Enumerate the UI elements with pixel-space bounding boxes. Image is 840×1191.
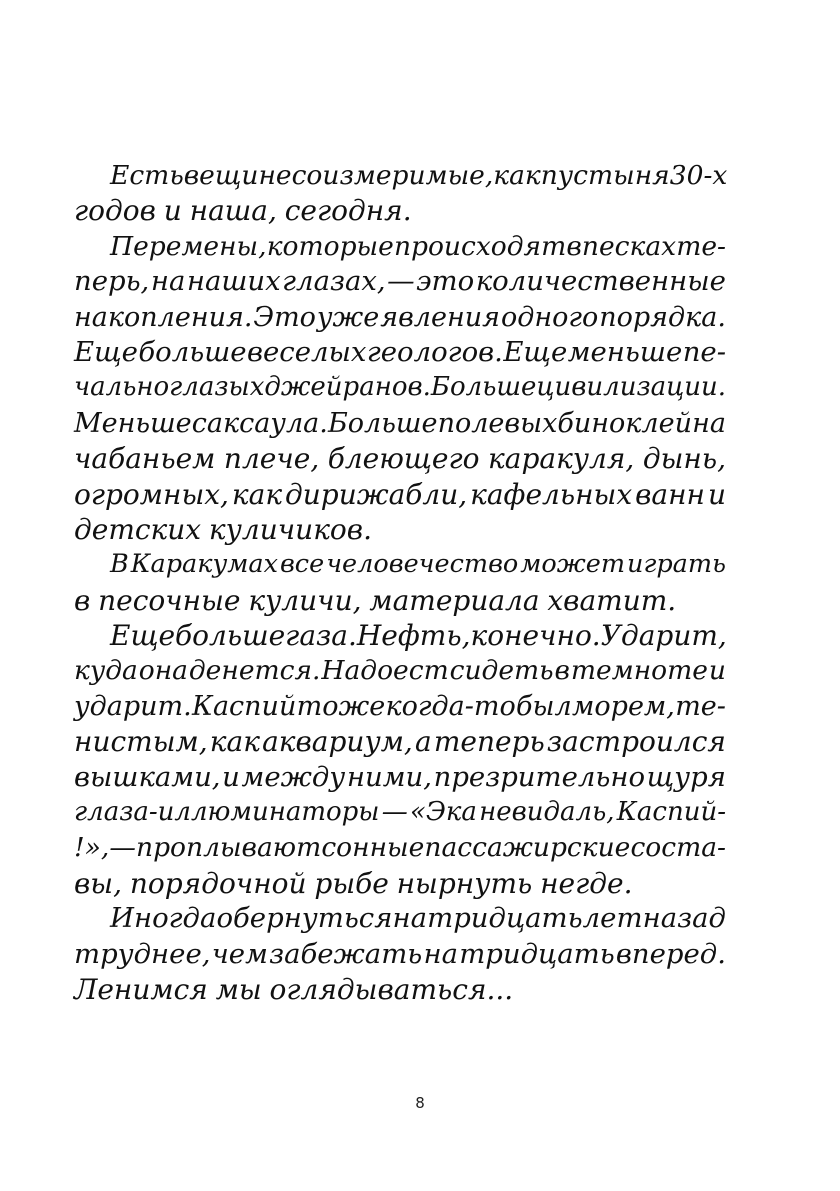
text-line: детских куличиков.: [74, 512, 372, 546]
page-number: 8: [415, 1094, 425, 1112]
text-line: Есть вещи несоизмеримые, как пустыня 30-х: [110, 160, 728, 191]
text-line: В Каракумах все человечество может играть: [110, 549, 726, 580]
text-line: Еще больше веселых геологов. Еще меньше пе-: [74, 335, 726, 368]
body-text: [74, 158, 726, 1007]
text-line: ударит. Каспий тоже когда-то был морем, те-: [74, 690, 726, 722]
text-line: Иногда обернуться на тридцать лет назад: [110, 902, 726, 935]
text-line: Меньше саксаула. Больше полевых биноклей на: [74, 407, 726, 439]
text-line: труднее, чем забежать на тридцать вперед.: [74, 937, 726, 970]
text-line: !», — проплывают сонные пассажирские соста-: [74, 832, 726, 864]
text-line: вышками, и между ними, презрительно щуря: [74, 760, 726, 793]
text-line: перь, на наших глазах, — это количественные: [74, 265, 726, 298]
text-line: куда она денется. Надоест сидеть в темноте и: [74, 655, 726, 687]
text-line: в песочные куличи, материала хватит.: [74, 583, 677, 617]
text-line: нистым, как аквариум, а теперь застроился: [74, 725, 726, 759]
text-line: чабаньем плече, блеющего каракуля, дынь,: [74, 442, 726, 476]
text-line: глаза-иллюминаторы — «Эка невидаль, Каспий-: [74, 797, 726, 828]
text-line: огромных, как дирижабли, кафельных ванн и: [74, 477, 726, 511]
text-line: Перемены, которые происходят в песках те-: [110, 230, 726, 262]
text-line: вы, порядочной рыбе нырнуть негде.: [74, 866, 633, 900]
text-line: накопления. Это уже явления одного порядка.: [74, 301, 726, 333]
text-line: Еще больше газа. Нефть, конечно. Ударит,: [110, 619, 727, 653]
text-line: годов и наша, сегодня.: [74, 194, 412, 228]
text-line: чальноглазых джейранов. Больше цивилизации.: [74, 372, 727, 403]
text-line: Ленимся мы оглядываться...: [74, 972, 514, 1006]
